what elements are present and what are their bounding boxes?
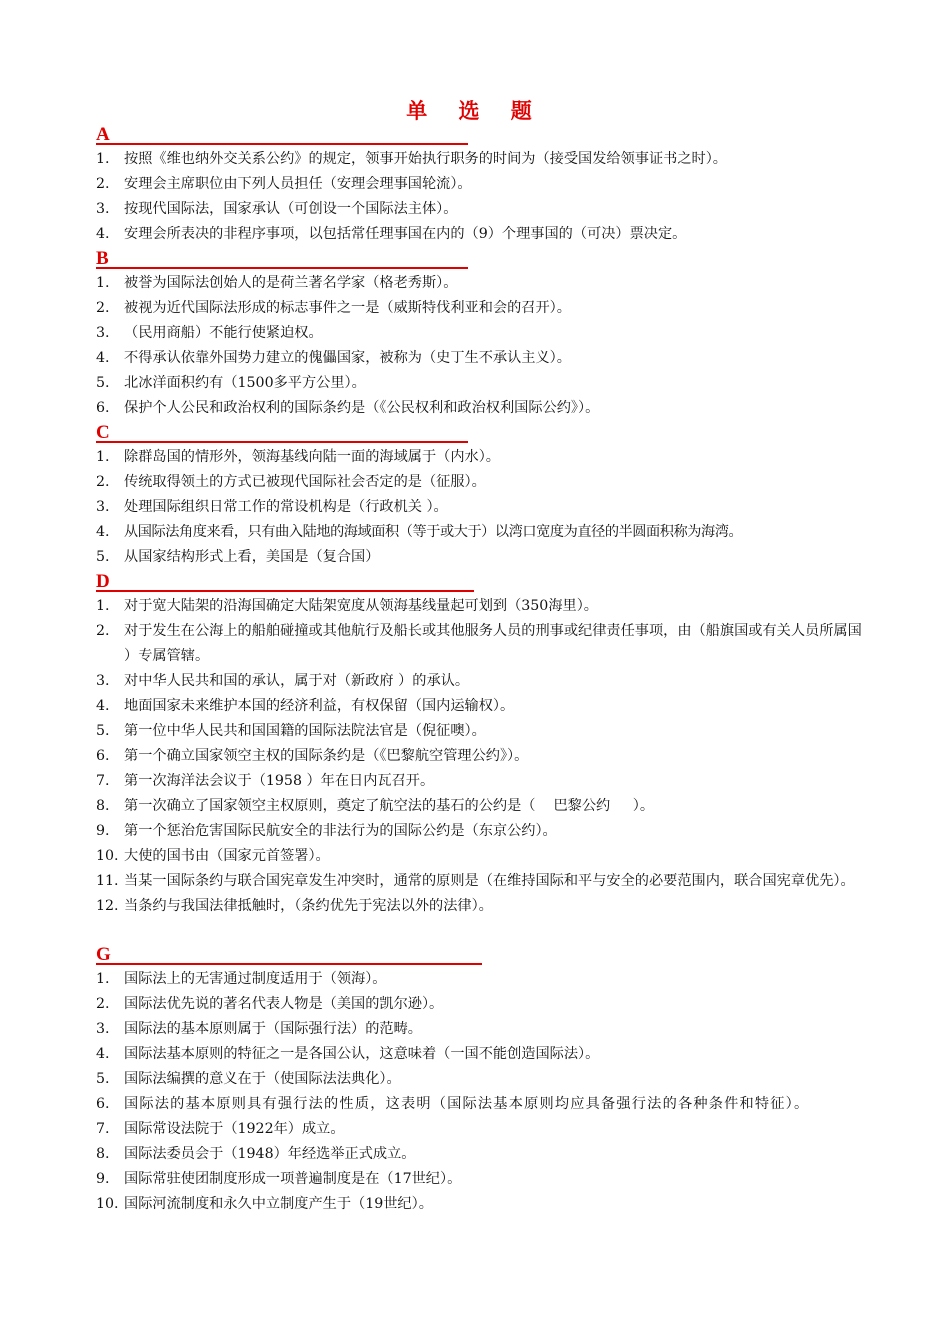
item-text: 国际法编撰的意义在于（使国际法法典化）。	[124, 1071, 401, 1087]
section-letter	[96, 247, 864, 271]
list-item	[96, 271, 864, 296]
list-item	[96, 694, 864, 719]
list-item	[96, 819, 864, 844]
item-number: 5.	[96, 1071, 110, 1087]
item-text: 国际法的基本原则属于（国际强行法）的范畴。	[124, 1021, 422, 1037]
item-text: 当某一国际条约与联合国宪章发生冲突时，通常的原则是（在维持国际和平与安全的必要范围内，联合国宪章优先）。	[124, 873, 855, 889]
section-letter-text: D	[96, 571, 110, 592]
item-text: 被视为近代国际法形成的标志事件之一是（威斯特伐利亚和会的召开）。	[124, 300, 571, 316]
item-number: 4.	[96, 226, 110, 242]
item-text: 国际常驻使团制度形成一项普遍制度是在（17世纪）。	[124, 1171, 462, 1187]
item-text: 对于发生在公海上的船舶碰撞或其他航行及船长或其他服务人员的刑事或纪律责任事项，由（船旗国或有关人员所属国 ）专属管辖。	[124, 623, 862, 664]
list-item	[96, 1167, 864, 1192]
list-item	[96, 1142, 864, 1167]
section-letter	[96, 943, 864, 967]
item-number: 1.	[96, 971, 110, 987]
list-item	[96, 894, 864, 919]
item-text: 从国际法角度来看，只有曲入陆地的海域面积（等于或大于）以湾口宽度为直径的半圆面积称为海湾。	[124, 524, 743, 540]
item-number: 2.	[96, 996, 110, 1012]
item-text: 不得承认依靠外国势力建立的傀儡国家，被称为（史丁生不承认主义）。	[124, 350, 571, 366]
list-item	[96, 844, 864, 869]
item-text: 国际法上的无害通过制度适用于（领海）。	[124, 971, 387, 987]
item-number: 10.	[96, 1196, 119, 1212]
list-item	[96, 197, 864, 222]
section-letter	[96, 421, 864, 445]
item-text: 从国家结构形式上看，美国是（复合国）	[124, 549, 380, 565]
item-text: 对中华人民共和国的承认，属于对（新政府 ）的承认。	[124, 673, 470, 689]
list-item	[96, 719, 864, 744]
item-text: 国际法的基本原则具有强行法的性质，这表明（国际法基本原则均应具备强行法的各种条件和特征）。	[124, 1096, 810, 1112]
item-number: 5.	[96, 375, 110, 391]
item-text: 安理会所表决的非程序事项，以包括常任理事国在内的（9）个理事国的（可决）票决定。	[124, 226, 687, 242]
item-number: 4.	[96, 524, 110, 540]
item-text: （民用商船）不能行使紧迫权。	[124, 325, 323, 341]
item-number: 3.	[96, 1021, 110, 1037]
item-text: 按现代国际法，国家承认（可创设一个国际法主体）。	[124, 201, 458, 217]
section-d	[96, 570, 864, 919]
item-text: 第一个确立国家领空主权的国际条约是（《巴黎航空管理公约》）。	[124, 748, 529, 764]
item-text: 北冰洋面积约有（1500多平方公里）。	[124, 375, 366, 391]
list-item	[96, 1042, 864, 1067]
item-number: 7.	[96, 1121, 110, 1137]
section-letter-text: A	[96, 124, 110, 145]
section-g	[96, 943, 864, 1217]
section-c	[96, 421, 864, 570]
item-text: 地面国家未来维护本国的经济利益，有权保留（国内运输权）。	[124, 698, 515, 714]
item-number: 3.	[96, 673, 110, 689]
item-text: 国际法委员会于（1948）年经选举正式成立。	[124, 1146, 416, 1162]
section-underline	[96, 267, 468, 269]
item-number: 6.	[96, 400, 110, 416]
item-number: 9.	[96, 823, 110, 839]
list-item	[96, 520, 864, 545]
section-letter	[96, 570, 864, 594]
list-item	[96, 594, 864, 619]
list-item	[96, 147, 864, 172]
section-b	[96, 247, 864, 421]
item-number: 4.	[96, 698, 110, 714]
item-number: 5.	[96, 549, 110, 565]
list-item	[96, 296, 864, 321]
item-text: 国际常设法院于（1922年）成立。	[124, 1121, 345, 1137]
item-text: 保护个人公民和政治权利的国际条约是（《公民权利和政治权利国际公约》）。	[124, 400, 600, 416]
item-text: 国际法基本原则的特征之一是各国公认，这意味着（一国不能创造国际法）。	[124, 1046, 600, 1062]
list-item	[96, 1017, 864, 1042]
list-item	[96, 470, 864, 495]
section-underline	[96, 963, 482, 965]
item-text: 第一次海洋法会议于（1958 ）年在日内瓦召开。	[124, 773, 435, 789]
section-underline	[96, 143, 468, 145]
list-item	[96, 744, 864, 769]
item-text: 传统取得领土的方式已被现代国际社会否定的是（征服）。	[124, 474, 486, 490]
item-text: 当条约与我国法律抵触时，（条约优先于宪法以外的法律）。	[124, 898, 493, 914]
item-number: 6.	[96, 748, 110, 764]
item-text: 安理会主席职位由下列人员担任（安理会理事国轮流）。	[124, 176, 472, 192]
list-item	[96, 321, 864, 346]
list-item	[96, 1092, 864, 1117]
item-number: 3.	[96, 325, 110, 341]
list-item	[96, 619, 864, 669]
item-number: 5.	[96, 723, 110, 739]
item-text: 第一个惩治危害国际民航安全的非法行为的国际公约是（东京公约）。	[124, 823, 557, 839]
list-item	[96, 1117, 864, 1142]
list-item	[96, 172, 864, 197]
list-item	[96, 869, 864, 894]
item-number: 2.	[96, 176, 110, 192]
item-number: 8.	[96, 798, 110, 814]
item-number: 4.	[96, 1046, 110, 1062]
list-item	[96, 222, 864, 247]
list-item	[96, 992, 864, 1017]
list-item	[96, 1067, 864, 1092]
list-item	[96, 1192, 864, 1217]
item-number: 1.	[96, 151, 110, 167]
item-number: 10.	[96, 848, 119, 864]
item-number: 9.	[96, 1171, 110, 1187]
list-item	[96, 669, 864, 694]
section-underline	[96, 590, 474, 592]
item-text: 处理国际组织日常工作的常设机构是（行政机关 ）。	[124, 499, 448, 515]
item-text: 除群岛国的情形外，领海基线向陆一面的海域属于（内水）。	[124, 449, 500, 465]
item-number: 2.	[96, 300, 110, 316]
section-letter-text: B	[96, 248, 109, 269]
list-item	[96, 967, 864, 992]
list-item	[96, 396, 864, 421]
item-text: 国际河流制度和永久中立制度产生于（19世纪）。	[124, 1196, 433, 1212]
item-text: 大使的国书由（国家元首签署）。	[124, 848, 330, 864]
section-letter-text: C	[96, 422, 110, 443]
list-item	[96, 545, 864, 570]
section-letter	[96, 123, 864, 147]
item-text: 国际法优先说的著名代表人物是（美国的凯尔逊）。	[124, 996, 444, 1012]
item-number: 3.	[96, 499, 110, 515]
page-title: 单 选 题	[406, 98, 544, 123]
item-number: 6.	[96, 1096, 110, 1112]
item-number: 2.	[96, 623, 110, 639]
list-item	[96, 371, 864, 396]
item-text: 按照《维也纳外交关系公约》的规定，领事开始执行职务的时间为（接受国发给领事证书之时）。	[124, 151, 727, 167]
item-number: 1.	[96, 449, 110, 465]
item-text: 对于宽大陆架的沿海国确定大陆架宽度从领海基线量起可划到（350海里）。	[124, 598, 598, 614]
item-number: 11.	[96, 873, 119, 889]
item-number: 3.	[96, 201, 110, 217]
list-item	[96, 346, 864, 371]
item-number: 12.	[96, 898, 119, 914]
section-letter-text: G	[96, 944, 111, 965]
item-text: 被誉为国际法创始人的是荷兰著名学家（格老秀斯）。	[124, 275, 458, 291]
item-text: 第一位中华人民共和国国籍的国际法院法官是（倪征噢）。	[124, 723, 486, 739]
item-number: 2.	[96, 474, 110, 490]
item-number: 1.	[96, 275, 110, 291]
list-item	[96, 769, 864, 794]
list-item	[96, 445, 864, 470]
item-number: 7.	[96, 773, 110, 789]
list-item	[96, 495, 864, 520]
list-item	[96, 794, 864, 819]
item-number: 4.	[96, 350, 110, 366]
item-number: 1.	[96, 598, 110, 614]
item-number: 8.	[96, 1146, 110, 1162]
section-underline	[96, 441, 468, 443]
item-text: 第一次确立了国家领空主权原则，奠定了航空法的基石的公约是（ 巴黎公约 ）。	[124, 798, 655, 814]
section-a	[96, 123, 864, 247]
